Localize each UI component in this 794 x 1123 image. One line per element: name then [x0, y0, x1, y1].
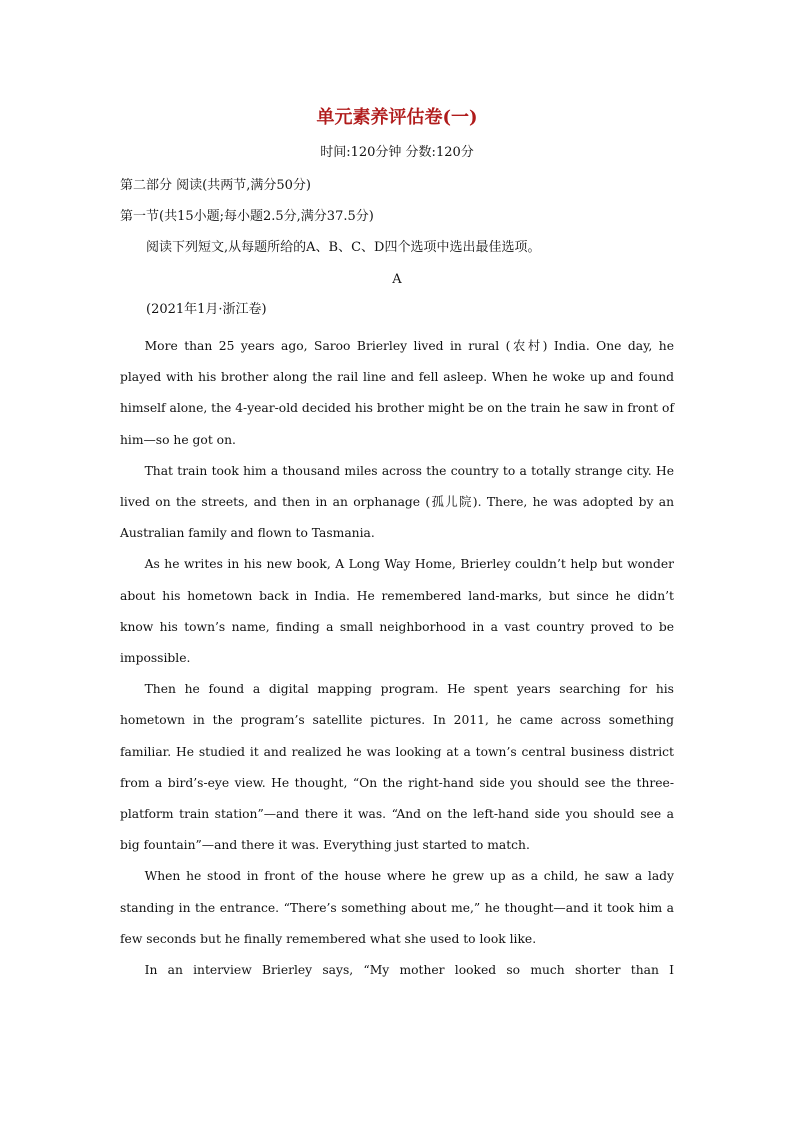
part-heading: 第二部分 阅读(共两节,满分50分) [120, 178, 311, 193]
paragraph: In an interview Brierley says, “My mother looked so much shorter than I [144, 963, 674, 978]
paragraph: That train took him a thousand miles across the country to a totally strange city. He lived on the streets, and then in an orphanage (孤儿院). There, he was adopted by an Australian family and flown to Tasmania. [120, 463, 674, 541]
page-title: 单元素养评估卷(一) [316, 107, 478, 128]
passage-body [120, 331, 674, 986]
passage-label: A [392, 272, 402, 287]
section-heading: 第一节(共15小题;每小题2.5分,满分37.5分) [120, 209, 374, 224]
paragraph: Then he found a digital mapping program. He spent years searching for his hometown in the program’s satellite pictures. In 2011, he came across something familiar. He studied it and realized he was looking at a town’s central business district from a bird’s-eye view. He thought, “On the right-hand side you should see the three-platform train station”—and there it was. “And on the left-hand side you should see a big fountain”—and there it was. Everything just started to match. [120, 682, 674, 853]
passage-source: (2021年1月·浙江卷) [146, 302, 267, 317]
instruction-text: 阅读下列短文,从每题所给的A、B、C、D四个选项中选出最佳选项。 [146, 240, 541, 255]
paragraph: When he stood in front of the house where he grew up as a child, he saw a lady standing in the entrance. “There’s something about me,” he thought—and it took him a few seconds but he finally remembered what she used to look like. [120, 869, 674, 946]
paragraph: More than 25 years ago, Saroo Brierley lived in rural (农村) India. One day, he played with his brother along the rail line and fell asleep. When he woke up and found himself alone, the 4-year-old decided his brother might be on the train he saw in front of him—so he got on. [120, 339, 674, 447]
paragraph: As he writes in his new book, A Long Way Home, Brierley couldn’t help but wonder about his hometown back in India. He remembered land-marks, but since he didn’t know his town’s name, finding a small neighborhood in a vast country proved to be impossible. [120, 557, 674, 666]
time-and-score: 时间:120分钟 分数:120分 [320, 145, 474, 160]
